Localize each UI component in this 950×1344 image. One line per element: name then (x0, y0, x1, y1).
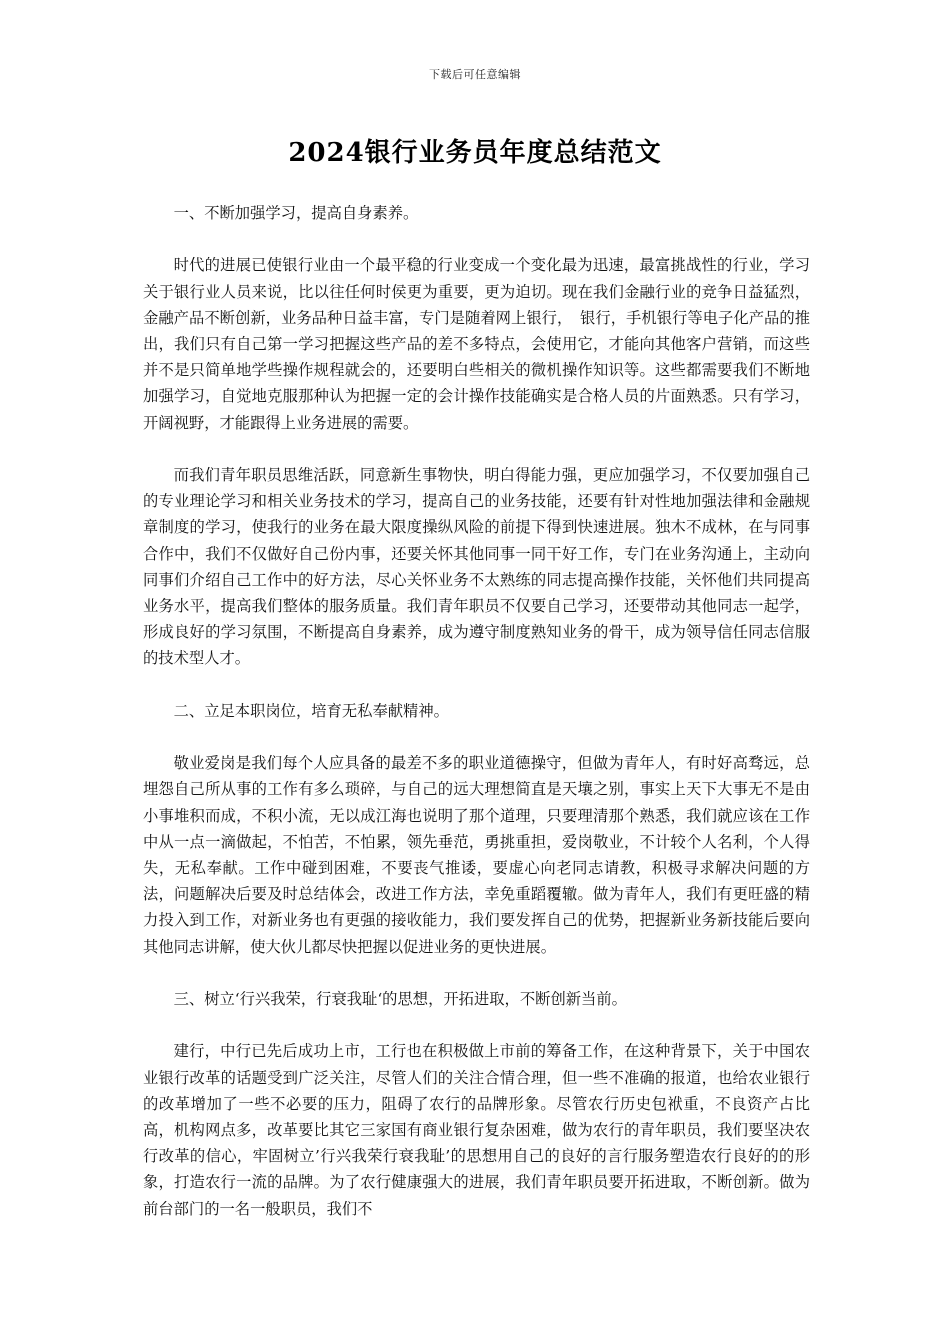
section-heading-1: 一、不断加强学习，提高自身素养。 (173, 204, 419, 222)
document-body (143, 200, 810, 1248)
section-heading-2: 二、立足本职岗位，培育无私奉献精神。 (173, 701, 449, 720)
document-title: 2024银行业务员年度总结范文 (288, 138, 662, 168)
body-paragraph: 建行，中行已先后成功上市，工行也在积极做上市前的筹备工作，在这种背景下，关于中国农业银行改革的话题受到广泛关注，尽管人们的关注合情合理，但一些不准确的报道，也给农业银行的改革增加了一些不必要的压力，阻碍了农行的品牌形象。尽管农行历史包袱重，不良资产占比高，机构网点多，改革要比其它三家国有商业银行复杂困难，做为农行的青年职员，我们要坚决农行改革的信心，牢固树立’行兴我荣行衰我耻’的思想用自己的良好的言行服务塑造农行良好的的形象，打造农行一流的品牌。为了农行健康强大的进展，我们青年职员要开拓进取，不断创新。做为前台部门的一名一般职员，我们不 (143, 1042, 810, 1218)
section-heading-3: 三、树立‘行兴我荣，行衰我耻‘的思想，开拓进取，不断创新当前。 (173, 990, 627, 1009)
header-note: 下载后可任意编辑 (429, 68, 521, 81)
body-paragraph: 时代的进展已使银行业由一个最平稳的行业变成一个变化最为迅速，最富挑战性的行业，学习关于银行业人员来说，比以往任何时侯更为重要，更为迫切。现在我们金融行业的竞争日益猛烈，金融产品不断创新，业务品种日益丰富，专门是随着网上银行， 银行，手机银行等电子化产品的推出，我们只有自己第一学习把握这些产品的差不多特点，会使用它，才能向其他客户营销，而这些并不是只简单地学些操作规程就会的，还要明白些相关的微机操作知识等。这些都需要我们不断地加强学习，自觉地克服那种认为把握一定的会计操作技能确实是合格人员的片面熟悉。只有学习，开阔视野，才能跟得上业务进展的需要。 (143, 256, 810, 432)
body-paragraph: 而我们青年职员思维活跃，同意新生事物快，明白得能力强，更应加强学习，不仅要加强自己的专业理论学习和相关业务技术的学习，提高自己的业务技能，还要有针对性地加强法律和金融规章制度的学习，使我行的业务在最大限度操纵风险的前提下得到快速进展。独木不成林，在与同事合作中，我们不仅做好自己份内事，还要关怀其他同事一同干好工作，专门在业务沟通上，主动向同事们介绍自己工作中的好方法，尽心关怀业务不太熟练的同志提高操作技能，关怀他们共同提高业务水平，提高我们整体的服务质量。我们青年职员不仅要自己学习，还要带动其他同志一起学，形成良好的学习氛围，不断提高自身素养，成为遵守制度熟知业务的骨干，成为领导信任同志信服的技术型人才。 (143, 466, 810, 668)
body-paragraph: 敬业爱岗是我们每个人应具备的最差不多的职业道德操守，但做为青年人，有时好高骛远，总埋怨自己所从事的工作有多么琐碎，与自己的远大理想简直是天壤之别，事实上天下大事无不是由小事堆积而成，不积小流，无以成江海也说明了那个道理，只要理清那个熟悉，我们就应该在工作中从一点一滴做起，不怕苦，不怕累，领先垂范，勇挑重担，爱岗敬业，不计较个人名利，个人得失，无私奉献。工作中碰到困难，不要丧气推诿，要虚心向老同志请教，积极寻求解决问题的方法，问题解决后要及时总结体会，改进工作方法，幸免重蹈覆辙。做为青年人，我们有更旺盛的精力投入到工作，对新业务也有更强的接收能力，我们要发挥自己的优势，把握新业务新技能后要向其他同志讲解，使大伙儿都尽快把握以促进业务的更快进展。 (143, 754, 810, 956)
